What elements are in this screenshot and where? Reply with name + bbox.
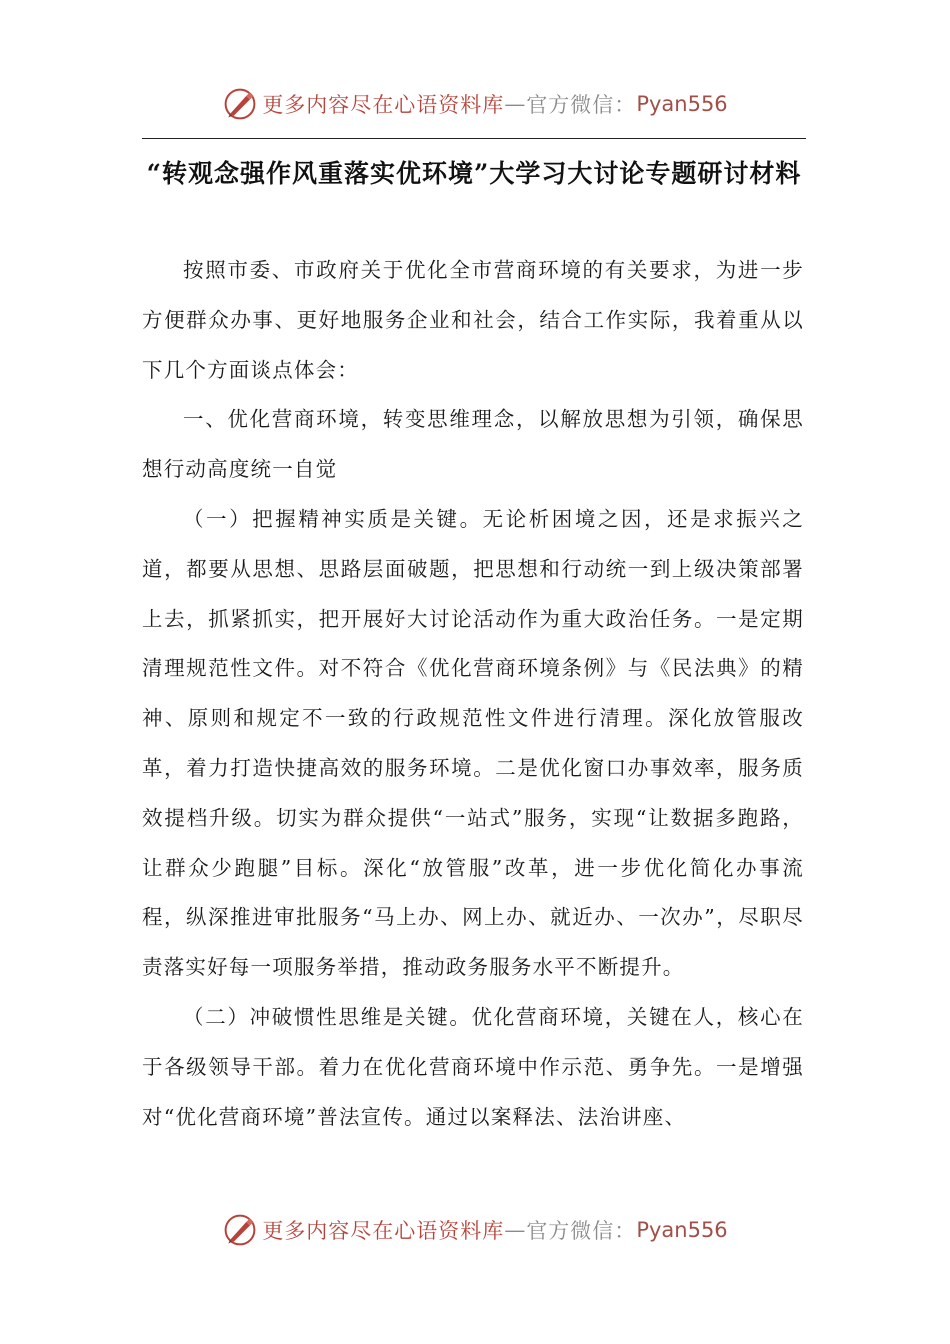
- pen-logo-icon: [222, 1212, 258, 1248]
- paragraph-point-one: （一）把握精神实质是关键。无论析困境之因，还是求振兴之道，都要从思想、思路层面破题，把思想和行动统一到上级决策部署上去，抓紧抓实，把开展好大讨论活动作为重大政治任务。一是定期清理规范性文件。对不符合《优化营商环境条例》与《民法典》的精神、原则和规定不一致的行政规范性文件进行清理。深化放管服改革，着力打造快捷高效的服务环境。二是优化窗口办事效率，服务质效提档升级。切实为群众提供“一站式”服务，实现“让数据多跑路，让群众少跑腿”目标。深化“放管服”改革，进一步优化简化办事流程，纵深推进审批服务“马上办、网上办、就近办、一次办”，尽职尽责落实好每一项服务举措，推动政务服务水平不断提升。: [142, 506, 804, 980]
- header-divider: [142, 138, 806, 139]
- pen-logo-icon: [222, 86, 258, 122]
- watermark-contact-label: 官方微信：: [526, 93, 637, 117]
- watermark-brand: 更多内容尽在心语资料库: [262, 1219, 505, 1243]
- watermark-contact-id: Pyan556: [636, 1218, 728, 1242]
- watermark-brand: 更多内容尽在心语资料库: [262, 93, 505, 117]
- paragraph-intro: 按照市委、市政府关于优化全市营商环境的有关要求，为进一步方便群众办事、更好地服务企业和社会，结合工作实际，我着重从以下几个方面谈点体会：: [142, 258, 804, 382]
- watermark-contact-id: Pyan556: [636, 92, 728, 116]
- document-title: “转观念强作风重落实优环境”大学习大讨论专题研讨材料: [146, 159, 802, 188]
- watermark-dash: —: [504, 1218, 527, 1242]
- watermark-banner-bottom: [0, 1210, 950, 1250]
- paragraph-point-two: （二）冲破惯性思维是关键。优化营商环境，关键在人，核心在于各级领导干部。着力在优化营商环境中作示范、勇争先。一是增强对“优化营商环境”普法宣传。通过以案释法、法治讲座、: [142, 1004, 804, 1129]
- watermark-banner-top: [0, 84, 950, 124]
- document-body: [142, 246, 804, 1142]
- watermark-contact-label: 官方微信：: [526, 1219, 637, 1243]
- watermark-dash: —: [504, 92, 527, 116]
- paragraph-section-heading: 一、优化营商环境，转变思维理念，以解放思想为引领，确保思想行动高度统一自觉: [142, 407, 804, 482]
